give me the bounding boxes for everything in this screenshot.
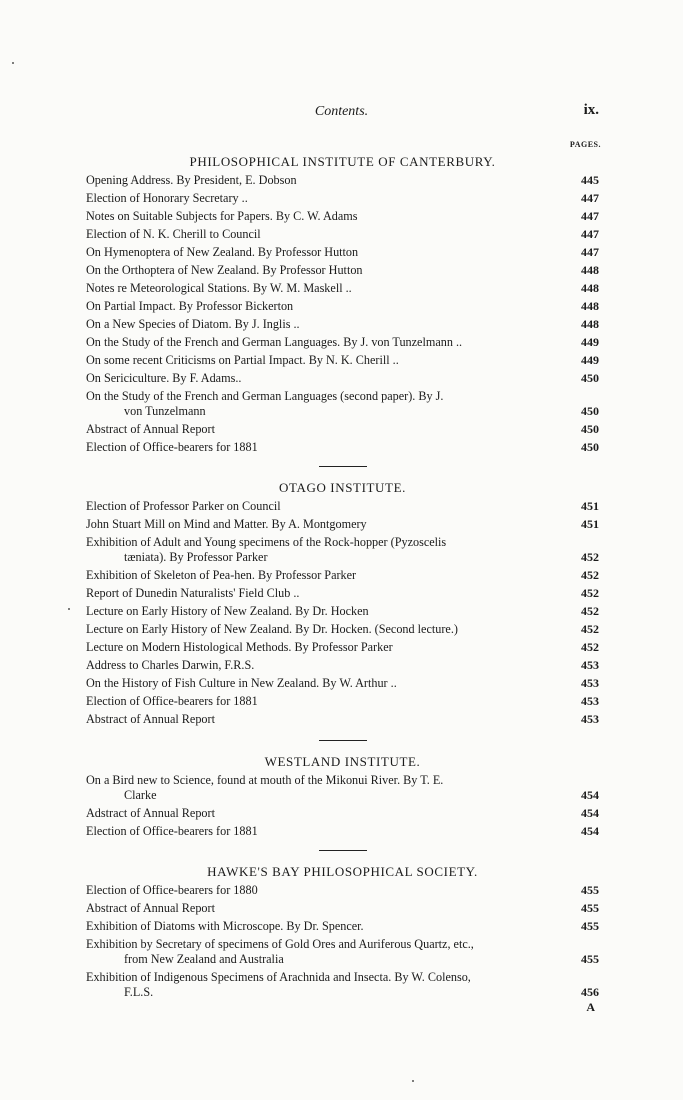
entry-page-number: 447 [581, 191, 599, 205]
entry-page-number: 455 [581, 883, 599, 897]
contents-entry [86, 515, 599, 533]
entry-title: Exhibition of Skeleton of Pea-hen. By Professor Parker [86, 568, 357, 582]
entry-title: On Hymenoptera of New Zealand. By Professor Hutton [86, 245, 359, 259]
entry-title: On Partial Impact. By Professor Bickerton [86, 299, 294, 313]
entry-title: Election of N. K. Cherill to Council [86, 227, 261, 241]
contents-entry [86, 620, 599, 638]
entry-page-number: 451 [581, 517, 599, 531]
entry-page-number: 454 [581, 788, 599, 802]
entry-title-continued: F.L.S. [124, 985, 154, 999]
entry-page-number: 455 [581, 919, 599, 933]
contents-entry [86, 674, 599, 692]
contents-entry [86, 692, 599, 710]
entry-title: Abstract of Annual Report [86, 901, 215, 915]
contents-entry [86, 225, 599, 243]
entry-title: On some recent Criticisms on Partial Impact. By N. K. Cherill .. [86, 353, 399, 367]
entry-page-number: 449 [581, 353, 599, 367]
entry-page-number: 456 [581, 985, 599, 999]
contents-entry [86, 171, 599, 189]
contents-entry [86, 804, 599, 822]
contents-entry [86, 297, 599, 315]
section-title: OTAGO INSTITUTE. [279, 480, 406, 495]
contents-entry [86, 822, 599, 840]
entry-page-number: 450 [581, 422, 599, 436]
running-head [0, 104, 683, 126]
entry-title: Adstract of Annual Report [86, 806, 215, 820]
entry-title: Report of Dunedin Naturalists' Field Club .. [86, 586, 300, 600]
entry-title: John Stuart Mill on Mind and Matter. By A. Montgomery [86, 517, 367, 531]
entry-title: On the History of Fish Culture in New Zealand. By W. Arthur .. [86, 676, 397, 690]
contents-entry [86, 566, 599, 584]
contents-entry [86, 584, 599, 602]
entry-title: On the Study of the French and German Languages (second paper). By J. [86, 389, 444, 403]
contents-entry [86, 497, 599, 515]
entry-page-number: 448 [581, 263, 599, 277]
contents-entry [86, 968, 599, 1001]
entry-title: On the Orthoptera of New Zealand. By Professor Hutton [86, 263, 363, 277]
section-otago [86, 478, 599, 728]
entry-title: Election of Office-bearers for 1881 [86, 694, 258, 708]
contents-entry [86, 438, 599, 456]
section-divider [86, 730, 599, 741]
entry-page-number: 447 [581, 245, 599, 259]
entry-title: On a Bird new to Science, found at mouth of the Mikonui River. By T. E. [86, 773, 444, 787]
contents-entry [86, 420, 599, 438]
signature-mark: A [586, 1000, 595, 1014]
entry-page-number: 452 [581, 622, 599, 636]
entry-title: Opening Address. By President, E. Dobson [86, 173, 297, 187]
contents-entry [86, 602, 599, 620]
section-divider [86, 840, 599, 851]
entry-title: Lecture on Early History of New Zealand. By Dr. Hocken. (Second lecture.) [86, 622, 458, 636]
contents-entry [86, 369, 599, 387]
section-title: PHILOSOPHICAL INSTITUTE OF CANTERBURY. [189, 154, 496, 169]
contents-entry [86, 315, 599, 333]
contents-entry [86, 899, 599, 917]
section-title: WESTLAND INSTITUTE. [264, 754, 421, 769]
pages-column-label: PAGES. [569, 140, 601, 149]
contents-entry [86, 881, 599, 899]
entry-page-number: 447 [581, 209, 599, 223]
page-title: Contents. [314, 104, 369, 119]
contents-entry [86, 710, 599, 728]
entry-title: Abstract of Annual Report [86, 712, 215, 726]
scan-speck [412, 1080, 414, 1082]
contents-entry [86, 917, 599, 935]
entry-title: On Sericiculture. By F. Adams.. [86, 371, 242, 385]
contents-entry [86, 771, 599, 804]
entry-title-continued: from New Zealand and Australia [124, 952, 284, 966]
contents-entry [86, 333, 599, 351]
section-divider [86, 456, 599, 467]
contents-entry [86, 279, 599, 297]
contents-entry [86, 243, 599, 261]
scan-speck [68, 608, 70, 610]
contents-entry [86, 387, 599, 420]
entry-page-number: 453 [581, 694, 599, 708]
entry-page-number: 451 [581, 499, 599, 513]
entry-page-number: 450 [581, 404, 599, 418]
entry-page-number: 454 [581, 824, 599, 838]
entry-title: Election of Honorary Secretary .. [86, 191, 248, 205]
entry-page-number: 448 [581, 281, 599, 295]
contents-entry [86, 533, 599, 566]
entry-title: Notes re Meteorological Stations. By W. M. Maskell .. [86, 281, 352, 295]
entry-page-number: 455 [581, 952, 599, 966]
entry-title: Election of Professor Parker on Council [86, 499, 281, 513]
entry-title-continued: Clarke [124, 788, 157, 802]
entry-page-number: 450 [581, 371, 599, 385]
entry-page-number: 452 [581, 568, 599, 582]
entry-title: Election of Office-bearers for 1880 [86, 883, 258, 897]
entry-page-number: 447 [581, 227, 599, 241]
entry-page-number: 453 [581, 676, 599, 690]
entry-title-continued: tæniata). By Professor Parker [124, 550, 268, 564]
entry-title: On a New Species of Diatom. By J. Inglis .. [86, 317, 300, 331]
contents-entry [86, 935, 599, 968]
entry-title: Lecture on Early History of New Zealand. By Dr. Hocken [86, 604, 369, 618]
entry-page-number: 448 [581, 299, 599, 313]
entry-page-number: 453 [581, 712, 599, 726]
entry-title: Exhibition of Indigenous Specimens of Arachnida and Insecta. By W. Colenso, [86, 970, 471, 984]
contents-entry [86, 207, 599, 225]
entry-page-number: 452 [581, 640, 599, 654]
contents-entry [86, 656, 599, 674]
entry-title: Exhibition of Diatoms with Microscope. By Dr. Spencer. [86, 919, 364, 933]
entry-title: Election of Office-bearers for 1881 [86, 824, 258, 838]
entry-page-number: 452 [581, 604, 599, 618]
entry-page-number: 449 [581, 335, 599, 349]
entry-title: Lecture on Modern Histological Methods. By Professor Parker [86, 640, 393, 654]
section-westland [86, 752, 599, 840]
entry-title: Notes on Suitable Subjects for Papers. By C. W. Adams [86, 209, 358, 223]
scan-speck [12, 62, 14, 64]
entry-page-number: 448 [581, 317, 599, 331]
entry-page-number: 452 [581, 550, 599, 564]
entry-title: Exhibition by Secretary of specimens of Gold Ores and Auriferous Quartz, etc., [86, 937, 474, 951]
entry-page-number: 445 [581, 173, 599, 187]
entry-page-number: 454 [581, 806, 599, 820]
entry-page-number: 455 [581, 901, 599, 915]
entry-page-number: 450 [581, 440, 599, 454]
entry-page-number: 452 [581, 586, 599, 600]
entry-title: Election of Office-bearers for 1881 [86, 440, 258, 454]
contents-entry [86, 261, 599, 279]
entry-title-continued: von Tunzelmann [124, 404, 206, 418]
entry-title: Address to Charles Darwin, F.R.S. [86, 658, 255, 672]
entry-page-number: 453 [581, 658, 599, 672]
section-hawkes-bay [86, 862, 599, 1001]
entry-title: Abstract of Annual Report [86, 422, 215, 436]
contents-entry [86, 351, 599, 369]
contents-entry [86, 189, 599, 207]
entry-title: Exhibition of Adult and Young specimens of the Rock-hopper (Pyzoscelis [86, 535, 447, 549]
page-number: ix. [583, 102, 599, 118]
entry-title: On the Study of the French and German Languages. By J. von Tunzelmann .. [86, 335, 463, 349]
section-canterbury [86, 152, 599, 456]
section-title: HAWKE'S BAY PHILOSOPHICAL SOCIETY. [207, 864, 478, 879]
contents-entry [86, 638, 599, 656]
